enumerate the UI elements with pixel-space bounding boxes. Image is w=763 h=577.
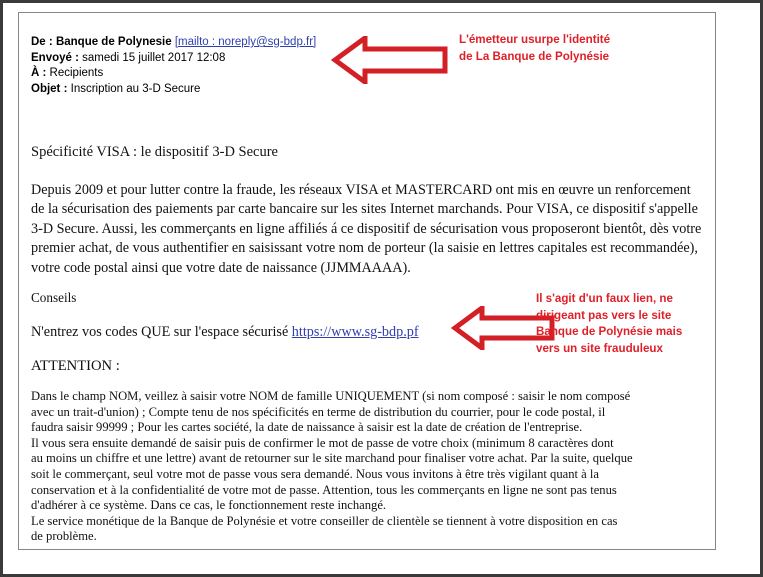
details-line: avec un trait-d'union) ; Compte tenu de nos spécificités en terme de distribution du courrier, pour le code postal, il <box>31 404 606 419</box>
body-heading: Spécificité VISA : le dispositif 3-D Secure <box>31 144 278 160</box>
header-subject-label: Objet : <box>31 82 68 95</box>
details-line: de problème. <box>31 529 97 544</box>
body-conseils-heading: Conseils <box>31 290 77 305</box>
body-attention-heading: ATTENTION : <box>31 358 120 374</box>
header-subject-value: Inscription au 3-D Secure <box>70 82 201 95</box>
header-from-label: De : <box>31 36 53 48</box>
details-line: Il vous sera ensuite demandé de saisir puis de confirmer le mot de passe de votre choix (minimum 8 caractères dont <box>31 435 614 450</box>
body-paragraph-details <box>31 389 709 545</box>
email-content <box>19 13 717 551</box>
header-sent-label: Envoyé : <box>31 51 79 64</box>
header-to-value: Recipients <box>49 67 104 79</box>
annotation-fake-link <box>536 291 682 357</box>
annotation-line: L'émetteur usurpe l'identité <box>459 33 611 46</box>
fake-secure-link[interactable]: https://www.sg-bdp.pf <box>291 324 419 340</box>
email-message-frame <box>18 12 716 550</box>
annotation-line: dirigeant pas vers le site <box>536 308 672 322</box>
left-arrow-icon <box>331 36 449 84</box>
details-line: conservation et à la confidentialité de votre mot de passe. Attention, tous les commerçants en ligne ne sont pas tenus <box>31 482 617 497</box>
header-to-row <box>31 66 316 82</box>
sender-mailto-link[interactable]: [mailto : noreply@sg-bdp.fr] <box>174 36 317 48</box>
header-from-value: Banque de Polynesie <box>55 36 172 48</box>
details-line: Le service monétique de la Banque de Polynésie et votre conseiller de clientèle se tiennent à votre disposition en cas <box>31 513 618 528</box>
body-secure-link-line <box>31 324 419 341</box>
header-sent-value: samedi 15 juillet 2017 12:08 <box>82 51 226 64</box>
header-subject-row <box>31 82 316 98</box>
header-sent-row <box>31 51 316 67</box>
details-line: faudra saisir 99999 ; Pour les cartes société, la date de naissance à saisir est la date de création de l'entreprise. <box>31 420 583 435</box>
annotation-line: Banque de Polynésie mais <box>536 325 683 338</box>
annotation-line: Il s'agit d'un faux lien, ne <box>536 292 673 305</box>
email-header <box>31 35 316 97</box>
secure-link-prefix: N'entrez vos codes QUE sur l'espace sécurisé <box>31 324 292 340</box>
details-line: soit le commerçant, seul votre mot de passe vous sera demandé. Nous vous invitons à être très vigilant quant à la <box>31 466 599 481</box>
header-from-row <box>31 35 316 51</box>
header-to-label: À : <box>31 67 47 79</box>
annotation-line: vers un site frauduleux <box>536 341 663 355</box>
annotation-line: de La Banque de Polynésie <box>459 49 610 63</box>
details-line: d'adhérer à ce système. Dans ce cas, le fonctionnement reste inchangé. <box>31 498 387 513</box>
body-paragraph-main: Depuis 2009 et pour lutter contre la fraude, les réseaux VISA et MASTERCARD ont mis en œuvre un renforcement de la sécurisation des paiements par carte bancaire sur les sites Internet marchands. Pour VISA, ce dispositif s'appelle 3-D Secure. Aussi, les commerçants en ligne affiliés á ce dispositif de sécurisation vous proposeront bientôt, dès votre premier achat, de vous authentifier en saisissant votre nom de porteur (la saisie en lettres capitales est recommandée), votre code postal ainsi que votre date de naissance (JJMMAAAA). <box>31 182 702 276</box>
annotation-sender-identity <box>459 32 610 65</box>
details-line: au moins un chiffre et une lettre) avant de retourner sur le site marchand pour finaliser votre achat. Par la suite, quelque <box>31 451 633 466</box>
details-line: Dans le champ NOM, veillez à saisir votre NOM de famille UNIQUEMENT (si nom composé : saisir le nom composé <box>31 389 631 403</box>
